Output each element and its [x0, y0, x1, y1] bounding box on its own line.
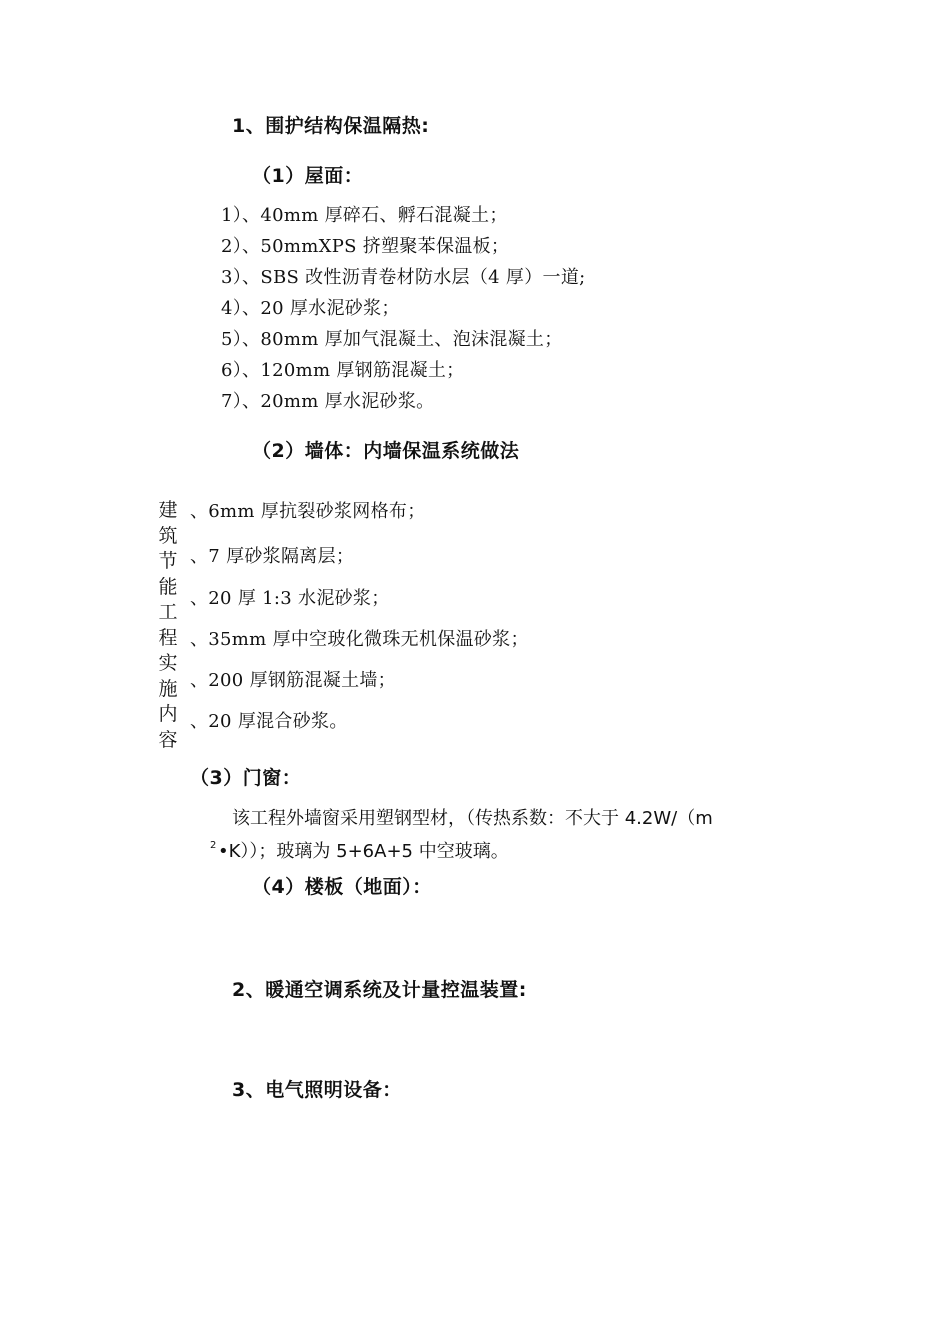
roof-heading: （1）屋面：: [252, 165, 364, 187]
doors-heading: （3）门窗：: [190, 767, 302, 789]
side-vertical-label: [156, 498, 180, 753]
side-label-char: 容: [158, 728, 178, 751]
roof-item: 4）、20 厚水泥砂浆；: [221, 298, 400, 319]
side-label-char: 工: [158, 601, 178, 623]
roof-item: 2）、50mmXPS 挤塑聚苯保温板；: [221, 236, 510, 257]
wall-item: 、20 厚 1:3 水泥砂浆；: [190, 588, 390, 609]
roof-item: 7）、20mm 厚水泥砂浆。: [221, 391, 435, 412]
section-1-heading: 1、围护结构保温隔热:: [232, 115, 430, 137]
section-3-heading: 3、电气照明设备：: [232, 1079, 402, 1101]
side-label-char: 内: [158, 703, 178, 725]
wall-heading: （2）墙体：内墙保温系统做法: [252, 440, 520, 462]
wall-item: 、7 厚砂浆隔离层；: [190, 546, 355, 567]
roof-item: 6）、120mm 厚钢筋混凝土；: [221, 360, 465, 381]
side-label-char: 能: [158, 575, 178, 598]
doors-text-line-1: 该工程外墙窗采用塑钢型材，（传热系数：不大于 4.2W/（m: [232, 808, 713, 829]
side-label-char: 筑: [158, 524, 178, 547]
roof-item: 1）、40mm 厚碎石、孵石混凝土；: [221, 205, 508, 226]
wall-item: 、6mm 厚抗裂砂浆网格布；: [190, 501, 426, 522]
side-label-char: 施: [158, 677, 178, 700]
section-2-heading: 2、暖通空调系统及计量控温装置:: [232, 979, 527, 1001]
wall-item: 、35mm 厚中空玻化微珠无机保温砂浆；: [190, 629, 529, 650]
side-label-char: 节: [158, 550, 178, 572]
floor-heading: （4）楼板（地面）：: [252, 876, 432, 898]
roof-item: 5）、80mm 厚加气混凝土、泡沫混凝土；: [221, 329, 563, 350]
wall-item: 、200 厚钢筋混凝土墙；: [190, 670, 396, 691]
roof-item: 3）、SBS 改性沥青卷材防水层（4 厚）一道;: [221, 267, 586, 288]
doors-superscript: 2: [210, 840, 217, 851]
wall-item: 、20 厚混合砂浆。: [190, 711, 348, 732]
doors-text-line-2: •K））；玻璃为 5+6A+5 中空玻璃。: [218, 841, 509, 862]
side-label-char: 建: [158, 499, 178, 521]
side-label-char: 程: [158, 626, 178, 649]
side-label-char: 实: [158, 652, 178, 674]
